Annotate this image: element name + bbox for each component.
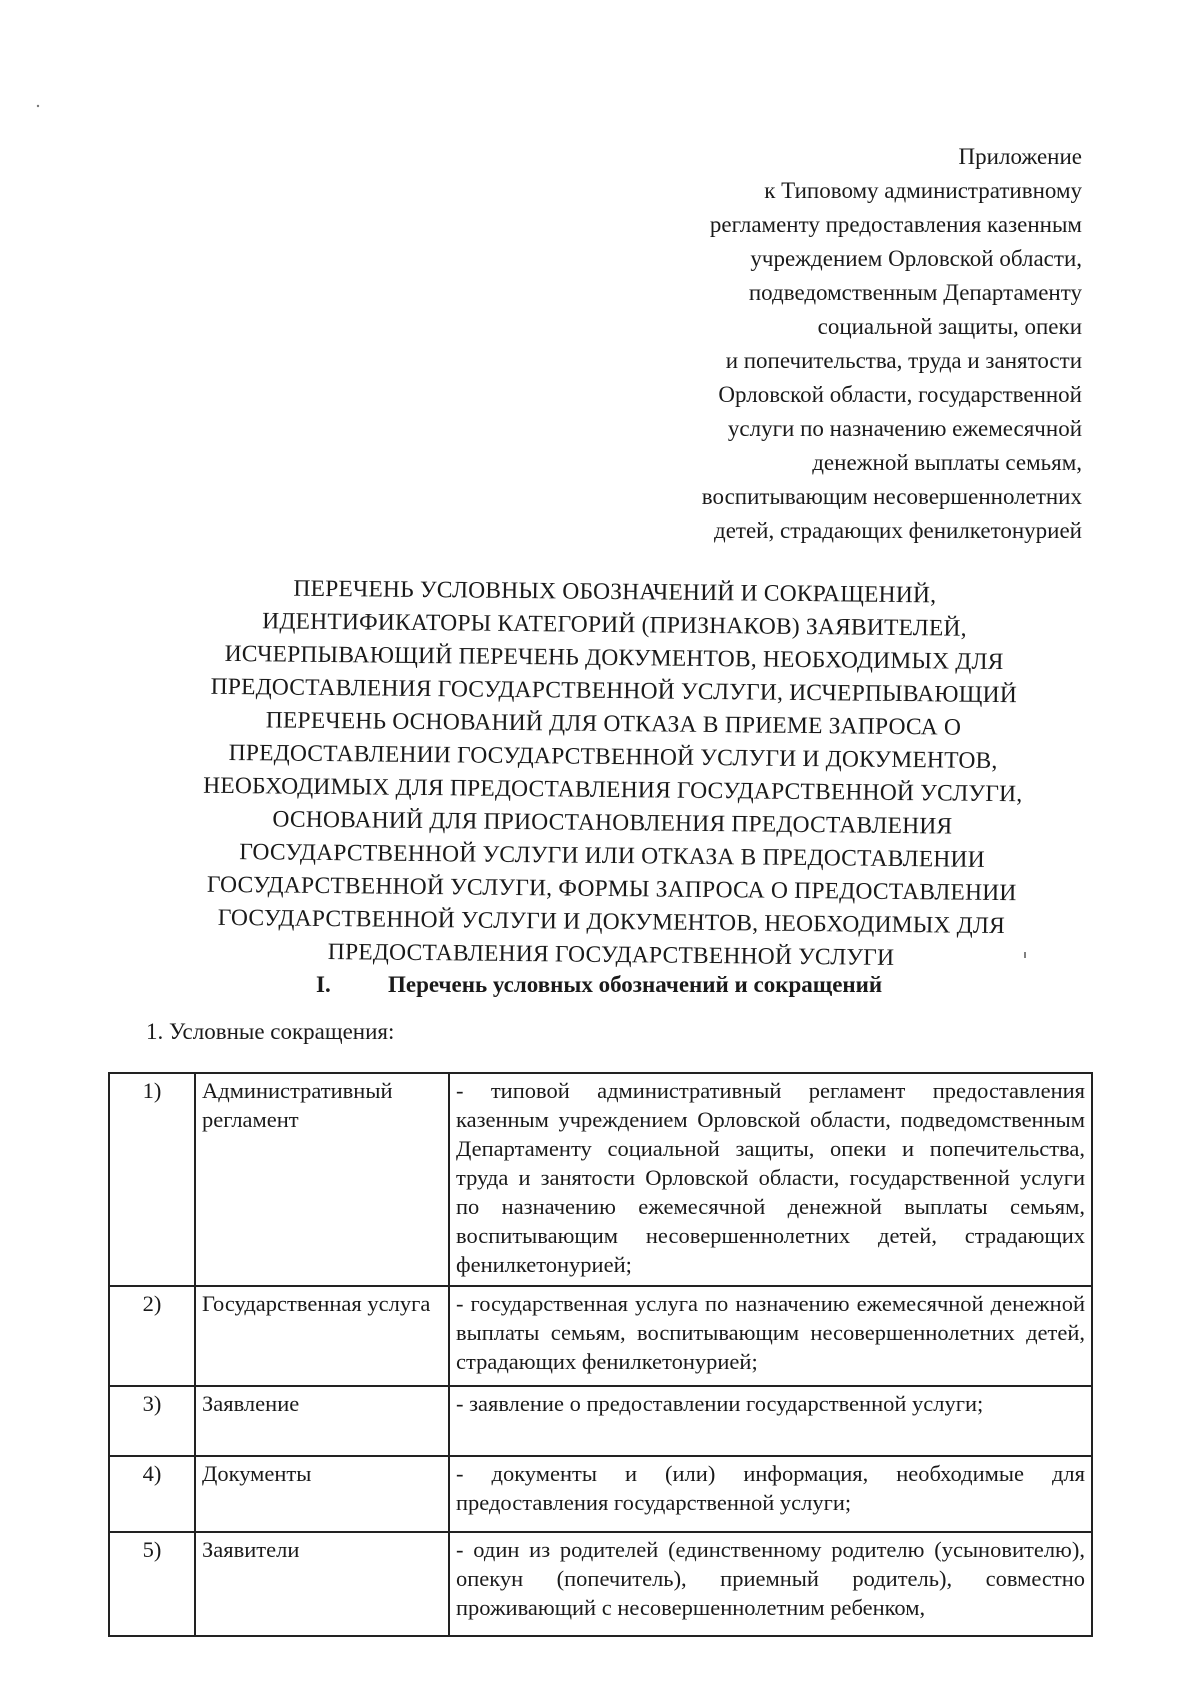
appendix-line: Приложение [958,144,1082,169]
row-number: 1) [109,1073,195,1286]
appendix-line: Орловской области, государственной [718,382,1082,407]
row-term: Заявление [195,1386,449,1456]
title-line: ПЕРЕЧЕНЬ УСЛОВНЫХ ОБОЗНАЧЕНИЙ И СОКРАЩЕНИЙ, [293,575,937,609]
table-row [109,1532,1092,1636]
row-definition: - заявление о предоставлении государственной услуги; [449,1386,1092,1456]
appendix-line: воспитывающим несовершеннолетних [701,484,1082,509]
table-row [109,1386,1092,1456]
appendix-line: подведомственным Департаменту [748,280,1082,305]
title-line: ГОСУДАРСТВЕННОЙ УСЛУГИ И ДОКУМЕНТОВ, НЕОБХОДИМЫХ ДЛЯ [217,904,1006,940]
title-line: ПРЕДОСТАВЛЕНИЯ ГОСУДАРСТВЕННОЙ УСЛУГИ, ИСЧЕРПЫВАЮЩИЙ [210,673,1018,709]
title-line: ПРЕДОСТАВЛЕНИЯ ГОСУДАРСТВЕННОЙ УСЛУГИ [327,939,895,971]
appendix-line: детей, страдающих фенилкетонурией [714,518,1082,543]
section-title: Перечень условных обозначений и сокращений [388,972,883,997]
scan-speck [37,105,39,107]
title-line: ГОСУДАРСТВЕННОЙ УСЛУГИ, ФОРМЫ ЗАПРОСА О ПРЕДОСТАВЛЕНИИ [206,871,1017,907]
title-line: ИСЧЕРПЫВАЮЩИЙ ПЕРЕЧЕНЬ ДОКУМЕНТОВ, НЕОБХОДИМЫХ ДЛЯ [224,640,1004,676]
section-heading [316,972,882,998]
appendix-line: услуги по назначению ежемесячной [727,416,1082,441]
row-definition: - типовой административный регламент предоставления казенным учреждением Орловской области, подведомственным Департаменту социальной защиты, опеки и попечительства, труда и занятости Орловской области, государственной услуги по назначению ежемесячной денежной выплаты семьям, воспитывающим несовершеннолетних детей, страдающих фенилкетонурией; [449,1073,1092,1286]
table-row [109,1073,1092,1286]
row-term: Документы [195,1456,449,1532]
abbreviations-table [108,1072,1093,1637]
appendix-line: и попечительства, труда и занятости [725,348,1082,373]
appendix-line: учреждением Орловской области, [750,246,1082,271]
row-number: 2) [109,1286,195,1386]
title-line: НЕОБХОДИМЫХ ДЛЯ ПРЕДОСТАВЛЕНИЯ ГОСУДАРСТВЕННОЙ УСЛУГИ, [203,772,1023,808]
table-row [109,1456,1092,1532]
table-row [109,1286,1092,1386]
title-line: ПЕРЕЧЕНЬ ОСНОВАНИЙ ДЛЯ ОТКАЗА В ПРИЕМЕ ЗАПРОСА О [265,707,962,741]
appendix-line: регламенту предоставления казенным [709,212,1082,237]
row-definition: - один из родителей (единственному родителю (усыновителю), опекун (попечитель), приемный родитель), совместно проживающий с несовершеннолетним ребенком, [449,1532,1092,1636]
row-number: 4) [109,1456,195,1532]
abbreviations-intro: 1. Условные сокращения: [146,1019,395,1044]
appendix-block [702,140,1082,548]
title-line: ПРЕДОСТАВЛЕНИИ ГОСУДАРСТВЕННОЙ УСЛУГИ И ДОКУМЕНТОВ, [228,739,998,775]
row-definition: - государственная услуга по назначению ежемесячной денежной выплаты семьям, воспитывающим несовершеннолетних детей, страдающих фенилкетонурией; [449,1286,1092,1386]
title-line: ИДЕНТИФИКАТОРЫ КАТЕГОРИЙ (ПРИЗНАКОВ) ЗАЯВИТЕЛЕЙ, [262,608,967,642]
document-title [146,571,1080,977]
row-definition: - документы и (или) информация, необходимые для предоставления государственной услуги; [449,1456,1092,1532]
appendix-line: к Типовому административному [764,178,1082,203]
row-number: 3) [109,1386,195,1456]
row-term: Заявители [195,1532,449,1636]
appendix-line: социальной защиты, опеки [817,314,1082,339]
title-line: ОСНОВАНИЙ ДЛЯ ПРИОСТАНОВЛЕНИЯ ПРЕДОСТАВЛЕНИЯ [272,806,953,840]
title-line: ГОСУДАРСТВЕННОЙ УСЛУГИ ИЛИ ОТКАЗА В ПРЕДОСТАВЛЕНИИ [239,839,985,873]
row-term: Государственная услуга [195,1286,449,1386]
appendix-line: денежной выплаты семьям, [812,450,1082,475]
section-number: I. [316,972,331,997]
row-term: Административный регламент [195,1073,449,1286]
row-number: 5) [109,1532,195,1636]
